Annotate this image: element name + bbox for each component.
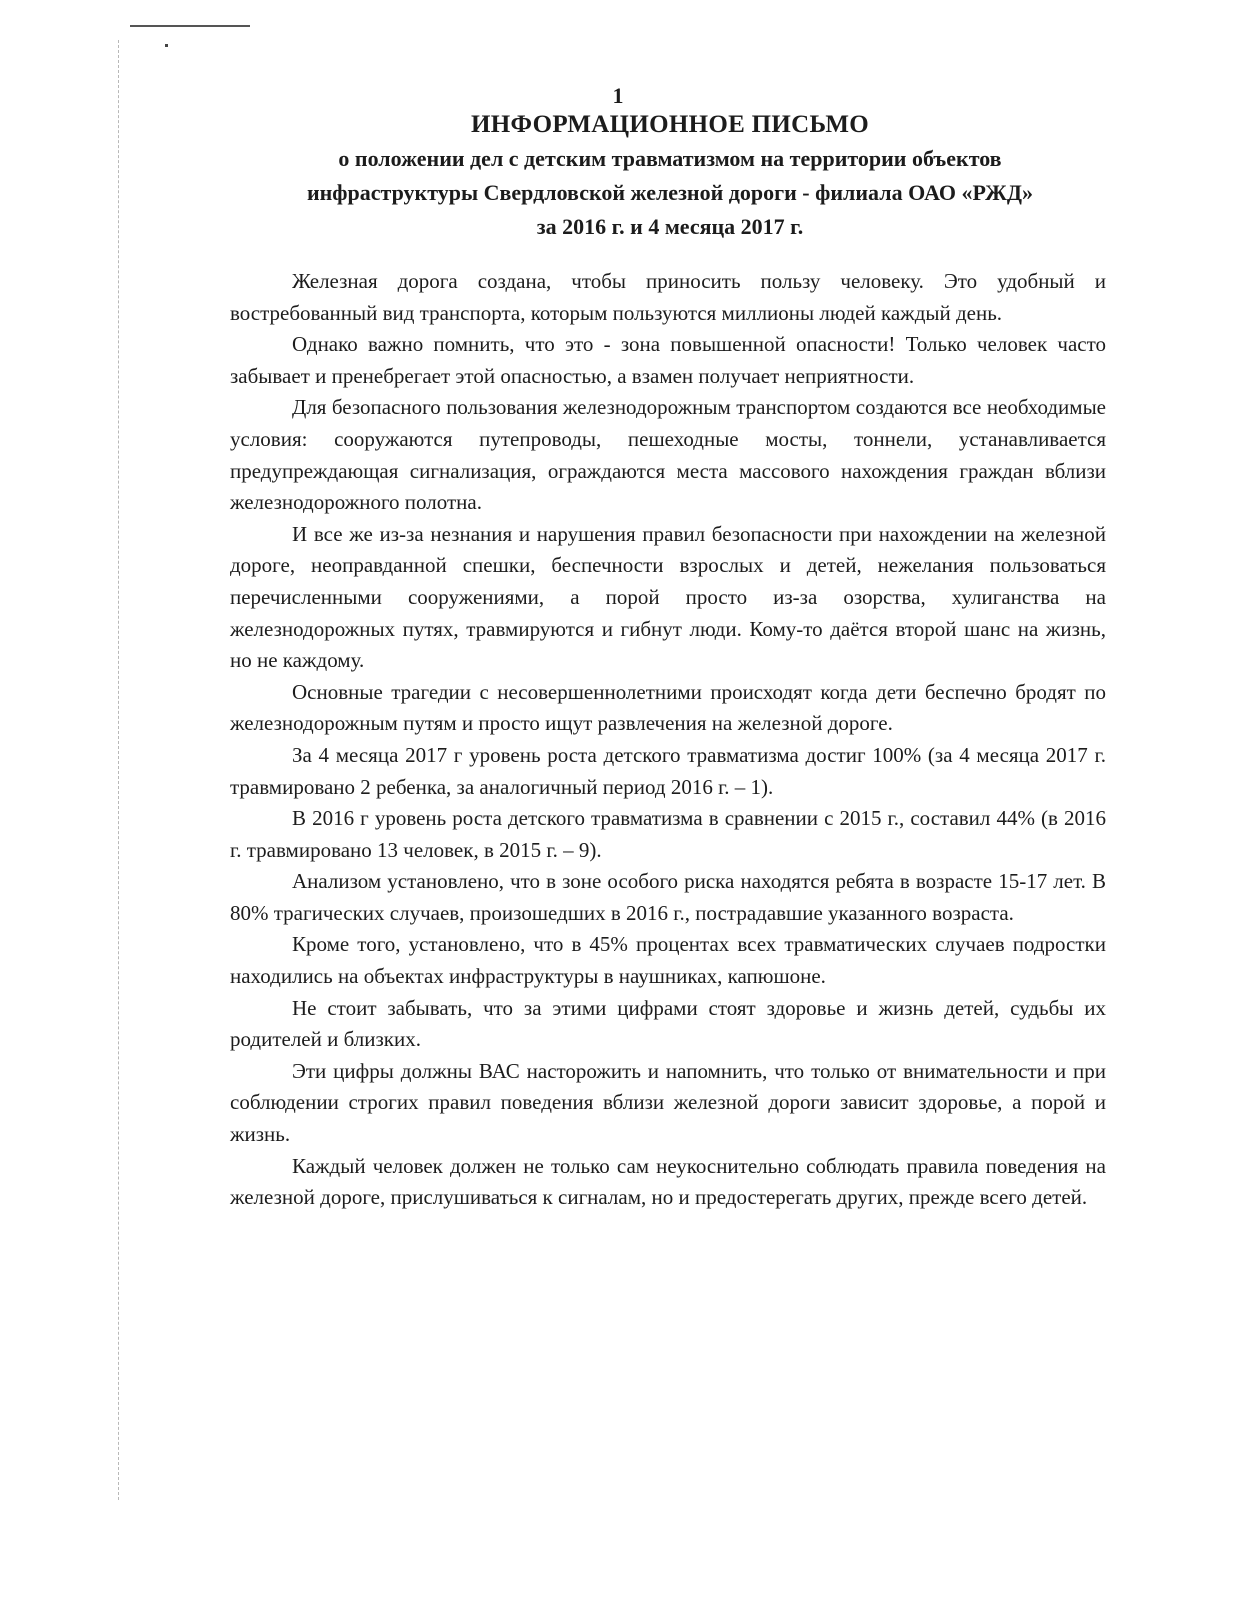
scan-left-edge	[118, 40, 119, 1500]
document-body	[230, 266, 1106, 1214]
document-subtitle-line: о положении дел с детским травматизмом на территории объектов	[338, 146, 1002, 171]
paragraph: В 2016 г уровень роста детского травматизма в сравнении с 2015 г., составил 44% (в 2016 г. травмировано 13 человек, в 2015 г. – 9).	[230, 806, 1106, 862]
page-number: 1	[612, 83, 624, 108]
paragraph: За 4 месяца 2017 г уровень роста детского травматизма достиг 100% (за 4 месяца 2017 г. травмировано 2 ребенка, за аналогичный период 2016 г. – 1).	[230, 742, 1106, 799]
paragraph: Кроме того, установлено, что в 45% процентах всех травматических случаев подростки находились на объектах инфраструктуры в наушниках, капюшоне.	[230, 932, 1106, 989]
title-block	[230, 108, 1110, 244]
paragraph: Железная дорога создана, чтобы приносить пользу человеку. Это удобный и востребованный вид транспорта, которым пользуются миллионы людей каждый день.	[230, 269, 1106, 325]
paragraph: Не стоит забывать, что за этими цифрами стоят здоровье и жизнь детей, судьбы их родителей и близких.	[230, 995, 1106, 1052]
document-subtitle-line: инфраструктуры Свердловской железной дороги - филиала ОАО «РЖД»	[306, 180, 1034, 205]
scan-artifact-dot	[165, 44, 168, 47]
paragraph: Анализом установлено, что в зоне особого риска находятся ребята в возрасте 15-17 лет. В 80% трагических случаев, произошедших в 2016 г., пострадавшие указанного возраста.	[230, 869, 1106, 925]
paragraph: И все же из-за незнания и нарушения правил безопасности при нахождении на железной дороге, неоправданной спешки, беспечности взрослых и детей, нежелания пользоваться перечисленными сооружениями, а порой просто из-за озорства, хулиганства на железнодорожных путях, травмируются и гибнут люди. Кому-то даётся второй шанс на жизнь, но не каждому.	[230, 521, 1106, 673]
document-subtitle-line: за 2016 г. и 4 месяца 2017 г.	[536, 214, 804, 239]
paragraph: Основные трагедии с несовершеннолетними происходят когда дети беспечно бродят по железнодорожным путям и просто ищут развлечения на железной дороге.	[230, 679, 1106, 736]
document-title: ИНФОРМАЦИОННОЕ ПИСЬМО	[471, 111, 869, 138]
scan-artifact-line	[130, 25, 250, 27]
paragraph: Каждый человек должен не только сам неукоснительно соблюдать правила поведения на железной дороге, прислушиваться к сигналам, но и предостерегать других, прежде всего детей.	[230, 1153, 1106, 1210]
paragraph: Эти цифры должны ВАС насторожить и напомнить, что только от внимательности и при соблюдении строгих правил поведения вблизи железной дороги зависит здоровье, а порой и жизнь.	[230, 1058, 1106, 1147]
paragraph: Однако важно помнить, что это - зона повышенной опасности! Только человек часто забывает и пренебрегает этой опасностью, а взамен получает неприятности.	[230, 332, 1106, 388]
paragraph: Для безопасного пользования железнодорожным транспортом создаются все необходимые условия: сооружаются путепроводы, пешеходные мосты, тоннели, устанавливается предупреждающая сигнализация, ограждаются места массового нахождения граждан вблизи железнодорожного полотна.	[230, 395, 1106, 515]
